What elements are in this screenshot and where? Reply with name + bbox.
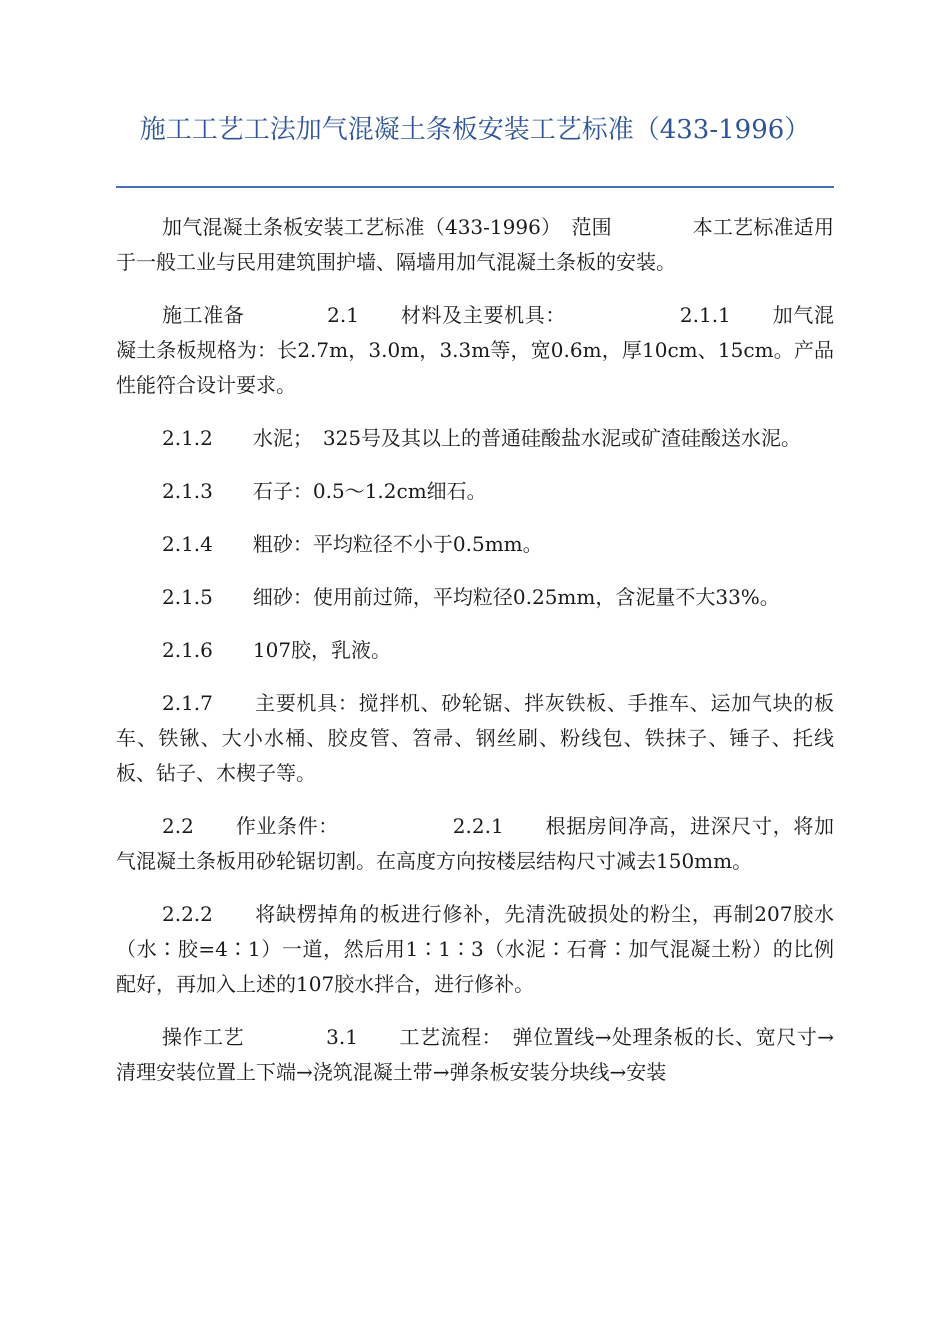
document-body [116, 210, 834, 1108]
document-title: 施工工艺工法加气混凝土条板安装工艺标准（433-1996） [139, 115, 811, 145]
paragraph-tools: 2.1.7 主要机具：搅拌机、砂轮锯、拌灰铁板、手推车、运加气块的板车、铁锹、大小水桶、胶皮管、笤帚、钢丝刷、粉线包、铁抹子、锤子、托线板、钻子、木楔子等。 [116, 691, 834, 785]
paragraph-work-conditions: 2.2 作业条件： 2.2.1 根据房间净高，进深尺寸，将加气混凝土条板用砂轮锯切割。在高度方向按楼层结构尺寸减去150mm。 [116, 814, 834, 873]
paragraph-gravel: 2.1.3 石子：0.5～1.2cm细石。 [162, 479, 487, 503]
paragraph-scope: 加气混凝土条板安装工艺标准（433-1996） 范围 本工艺标准适用于一般工业与民用建筑围护墙、隔墙用加气混凝土条板的安装。 [116, 215, 834, 274]
title-underline [116, 186, 834, 188]
paragraph-cement: 2.1.2 水泥； 325号及其以上的普通硅酸盐水泥或矿渣硅酸送水泥。 [162, 426, 802, 450]
paragraph-glue: 2.1.6 107胶，乳液。 [162, 638, 392, 662]
paragraph-fine-sand: 2.1.5 细砂：使用前过筛，平均粒径0.25mm，含泥量不大33%。 [162, 585, 780, 609]
paragraph-process: 操作工艺 3.1 工艺流程： 弹位置线→处理条板的长、宽尺寸→清理安装位置上下端→浇筑混凝土带→弹条板安装分块线→安装 [116, 1025, 834, 1084]
paragraph-preparation: 施工准备 2.1 材料及主要机具： 2.1.1 加气混凝土条板规格为：长2.7m，3.0m，3.3m等，宽0.6m，厚10cm、15cm。产品性能符合设计要求。 [116, 303, 834, 397]
paragraph-repair: 2.2.2 将缺楞掉角的板进行修补，先清洗破损处的粉尘，再制207胶水（水∶胶=4∶1）一道，然后用1∶1∶3（水泥∶石膏∶加气混凝土粉）的比例配好，再加入上述的107胶水拌合，进行修补。 [116, 902, 834, 996]
paragraph-coarse-sand: 2.1.4 粗砂：平均粒径不小于0.5mm。 [162, 532, 543, 556]
